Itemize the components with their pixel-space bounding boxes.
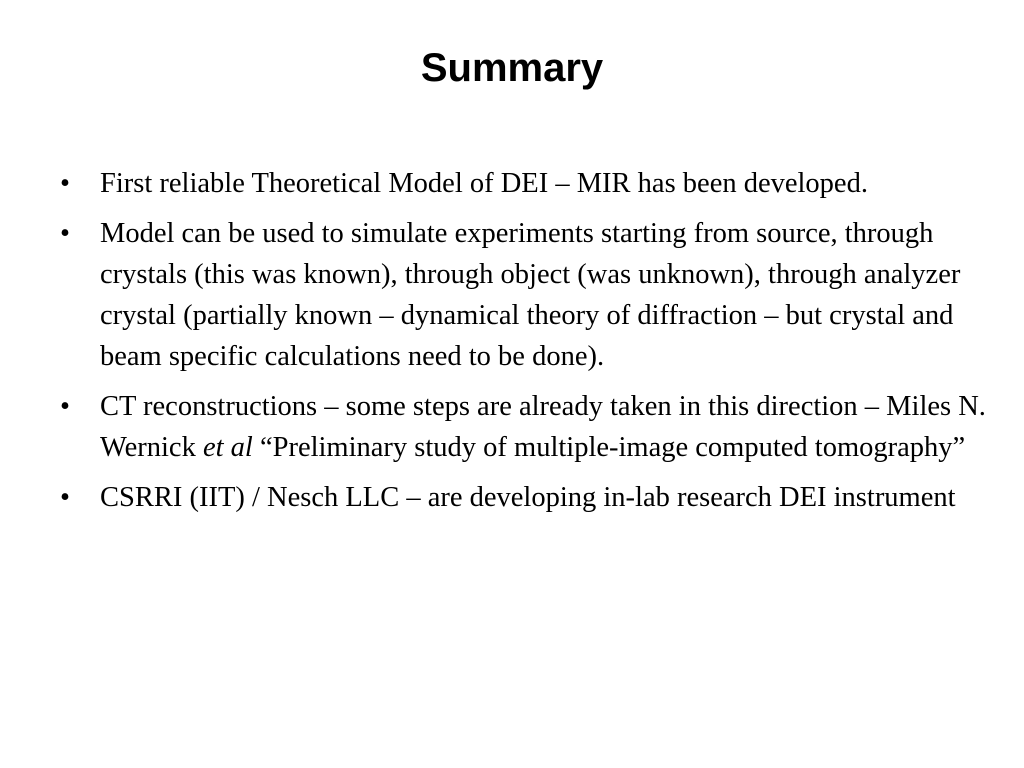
bullet-text: CSRRI (IIT) / Nesch LLC – are developing in-lab research DEI instrument: [100, 482, 956, 513]
bullet-text: First reliable Theoretical Model of DEI – MIR has been developed.: [100, 168, 868, 199]
bullet-icon: •: [60, 482, 70, 513]
bullet-item: [56, 213, 986, 377]
bullet-list: [56, 163, 986, 527]
slide-title: Summary: [420, 46, 604, 90]
bullet-icon: •: [60, 168, 70, 199]
bullet-item: [56, 477, 986, 518]
bullet-text-part: CT reconstructions – some steps are already taken in this direction – Miles N. Wernick: [100, 391, 986, 463]
bullet-text: [100, 391, 986, 463]
bullet-icon: •: [60, 391, 70, 422]
bullet-icon: •: [60, 218, 70, 249]
bullet-item: [56, 386, 986, 468]
bullet-text-italic: et al: [202, 432, 253, 463]
bullet-text: Model can be used to simulate experiments starting from source, through crystals (this was known), through object (was unknown), through analyzer crystal (partially known – dynamical theory of diffraction – but crystal and beam specific calculations need to be done).: [100, 218, 961, 372]
bullet-item: [56, 163, 986, 204]
bullet-text-part: “Preliminary study of multiple-image computed tomography”: [252, 432, 966, 463]
